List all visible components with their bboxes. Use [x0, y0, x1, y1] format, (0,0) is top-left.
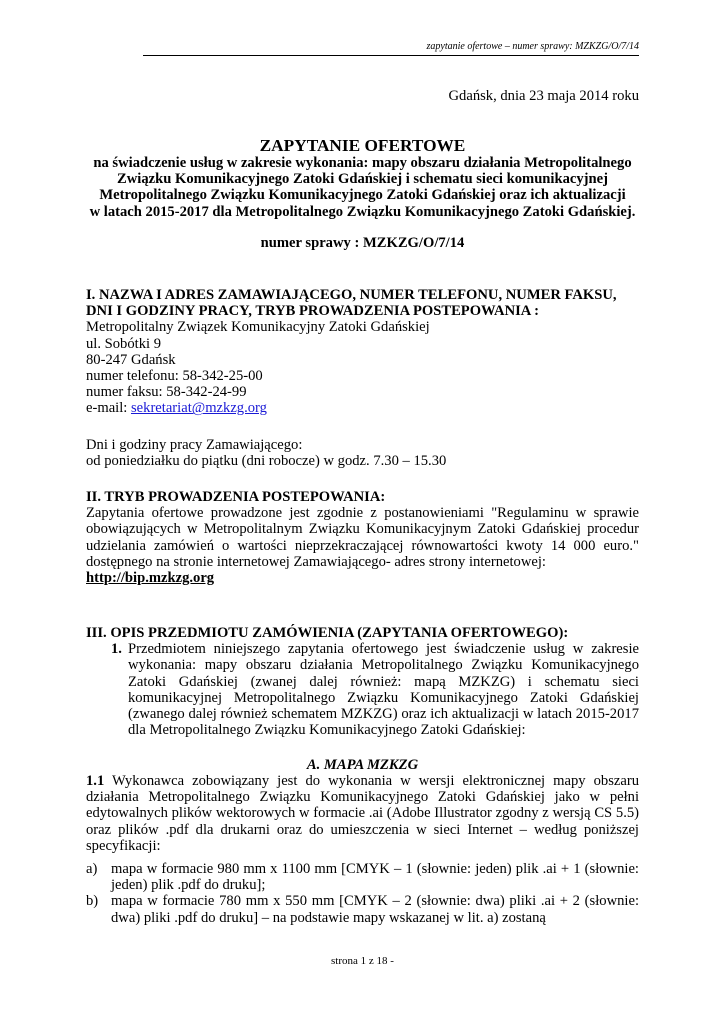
paragraph-1-1: [86, 773, 639, 854]
bip-link[interactable]: http://bip.mzkzg.org: [86, 570, 215, 587]
paragraph-number: 1.1: [86, 773, 105, 789]
section-2-heading: II. TRYB PROWADZENIA POSTEPOWANIA:: [86, 489, 386, 505]
subtitle-line: w latach 2015-2017 dla Metropolitalnego Związku Komunikacyjnego Zatoki Gdańskiej.: [89, 203, 636, 220]
list-item: [86, 641, 639, 738]
spec-list: [86, 861, 639, 926]
working-hours-value: od poniedziałku do piątku (dni robocze) w godz. 7.30 – 15.30: [86, 453, 447, 470]
working-hours-label: Dni i godziny pracy Zamawiającego:: [86, 437, 303, 453]
page-footer: strona 1 z 18 -: [331, 955, 394, 967]
list-item-label: a): [86, 861, 98, 877]
email-line: [86, 400, 639, 416]
phone-number: numer telefonu: 58-342-25-00: [86, 368, 263, 385]
list-item: [86, 893, 639, 925]
section-3-heading: III. OPIS PRZEDMIOTU ZAMÓWIENIA (ZAPYTANIA OFERTOWEGO):: [86, 625, 569, 641]
list-item: [86, 861, 639, 893]
section-3: [86, 625, 639, 738]
subtitle-line: Metropolitalnego Związku Komunikacyjnego Zatoki Gdańskiej oraz ich aktualizacji: [99, 187, 626, 204]
document-title: ZAPYTANIE OFERTOWE: [259, 136, 466, 155]
section-1-heading-line: DNI I GODZINY PRACY, TRYB PROWADZENIA POSTEPOWANIA :: [86, 303, 540, 320]
subtitle-line: na świadczenie usług w zakresie wykonania: mapy obszaru działania Metropolitalnego: [93, 155, 632, 171]
section-1-heading: [86, 287, 639, 319]
email-link[interactable]: sekretariat@mzkzg.org: [130, 400, 267, 417]
contracting-authority-name: Metropolitalny Związek Komunikacyjny Zatoki Gdańskiej: [86, 319, 430, 336]
section-2: [86, 489, 639, 586]
fax-number: numer faksu: 58-342-24-99: [86, 384, 247, 401]
case-number: numer sprawy : MZKZG/O/7/14: [260, 235, 465, 251]
subsection-heading-a: A. MAPA MZKZG: [306, 757, 419, 773]
list-item-text: mapa w formacie 780 mm x 550 mm [CMYK – 2 (słownie: dwa) pliki .ai + 2 (słownie: dwa) pliki .pdf do druku] – na podstawie mapy wskazanej w lit. a) zostaną: [111, 893, 639, 926]
document-subtitle: [86, 155, 639, 220]
section-2-body: Zapytania ofertowe prowadzone jest zgodnie z postanowieniami "Regulaminu w sprawie obowiązujących w Metropolitalnym Związku Komunikacyjnym Zatoki Gdańskiej procedur udzielania zamówień o wartości nieprzekraczającej równowartości kwoty 14 000 euro." dostępnego na stronie internetowej Zamawiającego- adres strony internetowej:: [86, 505, 639, 570]
section-1-heading-line: I. NAZWA I ADRES ZAMAWIAJĄCEGO, NUMER TELEFONU, NUMER FAKSU,: [86, 287, 617, 303]
paragraph-text: Wykonawca zobowiązany jest do wykonania w wersji elektronicznej mapy obszaru działania Metropolitalnego Związku Komunikacyjnego Zatoki Gdańskiej jako w pełni edytowalnych plików wektorowych w formacie .ai (Adobe Illustrator zgodny z wersją CS 5.5) oraz plików .pdf dla drukarni oraz do umieszczenia w sieci Internet – według poniższej specyfikacji:: [86, 773, 639, 854]
section-2-text: [86, 505, 639, 586]
postal-city: 80-247 Gdańsk: [86, 351, 176, 368]
list-item-text: mapa w formacie 980 mm x 1100 mm [CMYK – 1 (słownie: jeden) plik .ai + 1 (słownie: jeden) plik .pdf do druku];: [111, 861, 639, 894]
date-line: Gdańsk, dnia 23 maja 2014 roku: [448, 88, 639, 104]
item-number: 1.: [111, 641, 122, 658]
subtitle-line: Związku Komunikacyjnego Zatoki Gdańskiej i schematu sieci komunikacyjnej: [117, 171, 608, 188]
street-address: ul. Sobótki 9: [86, 335, 162, 352]
list-item-label: b): [86, 893, 99, 910]
item-text: Przedmiotem niniejszego zapytania ofertowego jest świadczenie usług w zakresie wykonania: mapy obszaru działania Metropolitalnego Związku Komunikacyjnego Zatoki Gdańskiej (zwanej dalej również: mapą MZKZG) i schematu sieci komunikacyjnej Metropolitalnego Związku Komunikacyjnego Zatoki Gdańskiej (zwanego dalej również schematem MZKZG) oraz ich aktualizacji w latach 2015-2017 dla Metropolitalnego Związku Komunikacyjnego Zatoki Gdańskiej:: [128, 641, 639, 739]
working-hours: [86, 437, 639, 469]
email-label: e-mail:: [86, 400, 131, 417]
section-1: [86, 287, 639, 417]
running-header: zapytanie ofertowe – numer sprawy: MZKZG/O/7/14: [143, 41, 639, 56]
